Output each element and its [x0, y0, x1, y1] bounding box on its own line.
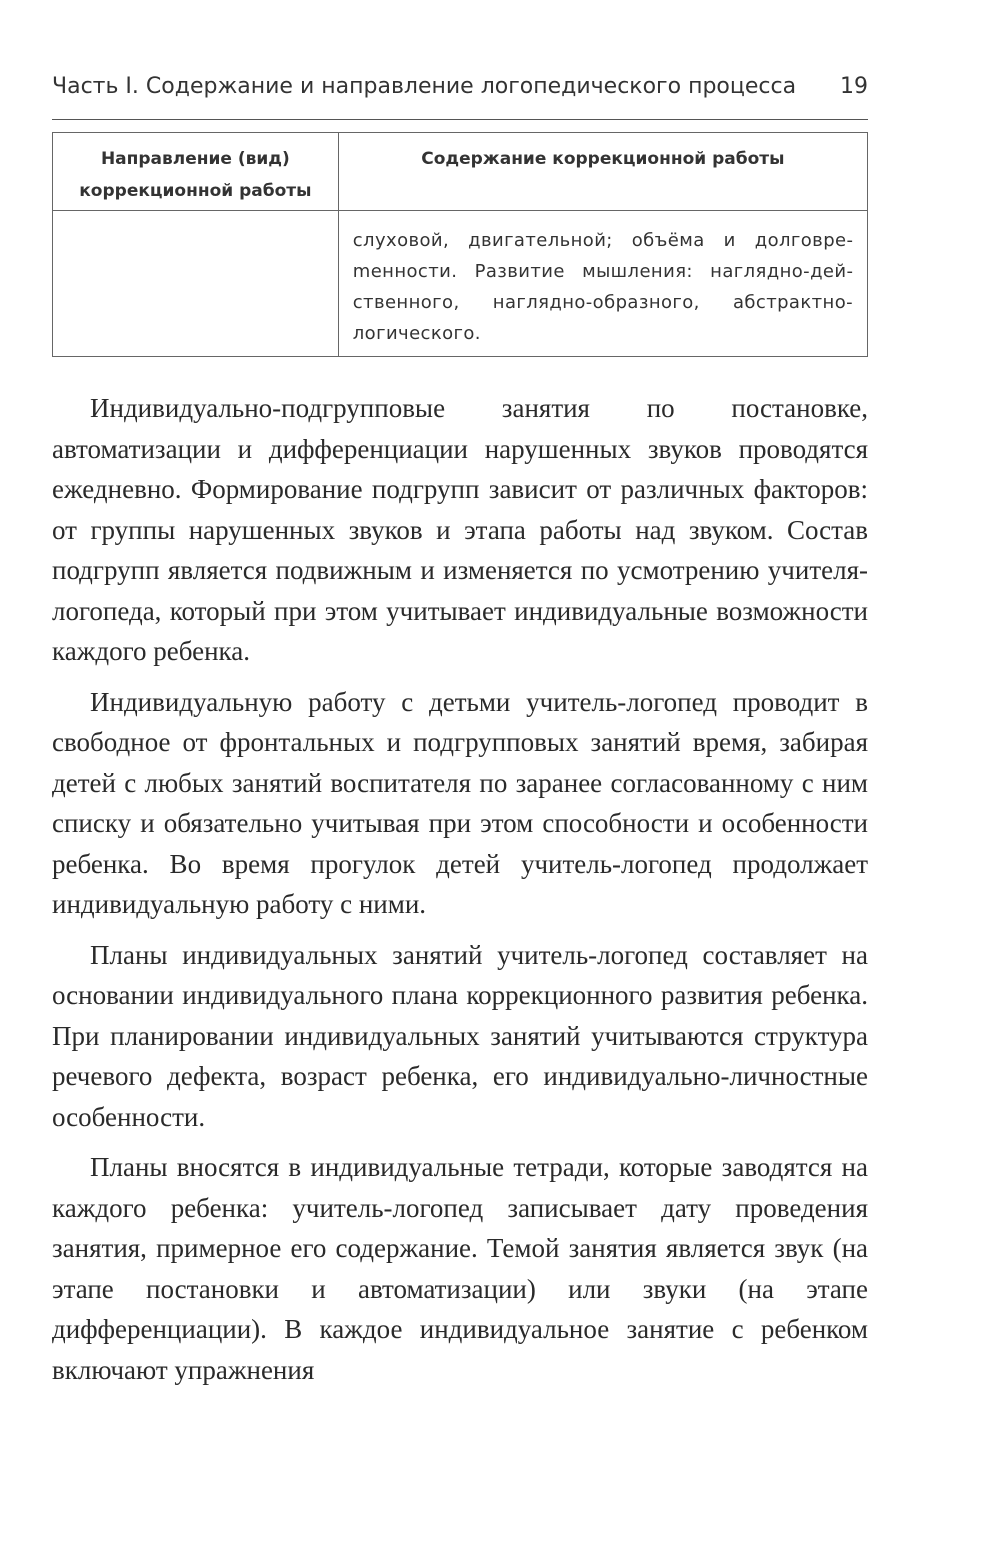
table-header-row	[53, 133, 868, 211]
paragraph: Индивидуально-подгрупповые занятия по постановке, автоматизации и дифференциации нарушенных звуков проводятся ежедневно. Формирование подгрупп зависит от различных факторов: от группы нарушенных звуков и этапа работы над звуком. Состав подгрупп является подвижным и изменяется по усмотрению учителя-логопеда, который при этом учитывает индивидуальные возможности каждого ребенка.	[52, 393, 868, 666]
running-header	[52, 74, 868, 114]
correction-work-table	[52, 132, 868, 357]
body-text	[52, 388, 868, 1400]
table-cell-content: слуховой, двигательной; объёма и долговреmенности. Развитие мышления: наглядно-действенного, наглядно-образного, абстрактно-логического.	[338, 211, 867, 357]
page-number: 19	[840, 74, 868, 99]
header-rule	[52, 119, 868, 120]
paragraph: Планы индивидуальных занятий учитель-логопед составляет на основании индивидуального плана коррекционного развития ребенка. При планировании индивидуальных занятий учитываются структура речевого дефекта, возраст ребенка, его индивидуально-личностные особенности.	[52, 939, 868, 1132]
running-title: Часть I. Содержание и направление логопедического процесса	[52, 74, 797, 99]
table-row	[53, 211, 868, 357]
paragraph: Планы вносятся в индивидуальные тетради, которые заводятся на каждого ребенка: учитель-логопед записывает дату проведения занятия, примерное его содержание. Темой занятия является звук (на этапе постановки и автоматизации) или звуки (на этапе дифференциации). В каждое индивидуальное занятие с ребенком включают упражнения	[52, 1152, 868, 1385]
paragraph: Индивидуальную работу с детьми учитель-логопед проводит в свободное от фронтальных и подгрупповых занятий время, забирая детей с любых занятий воспитателя по заранее согласованному с ним списку и обязательно учитывая при этом способности и особенности ребенка. Во время прогулок детей учитель-логопед продолжает индивидуальную работу с ними.	[52, 686, 868, 919]
column-header-content: Содержание коррекционной работы	[338, 133, 867, 211]
table-cell-direction	[53, 211, 339, 357]
column-header-direction: Направление (вид) коррекционной работы	[53, 133, 339, 211]
